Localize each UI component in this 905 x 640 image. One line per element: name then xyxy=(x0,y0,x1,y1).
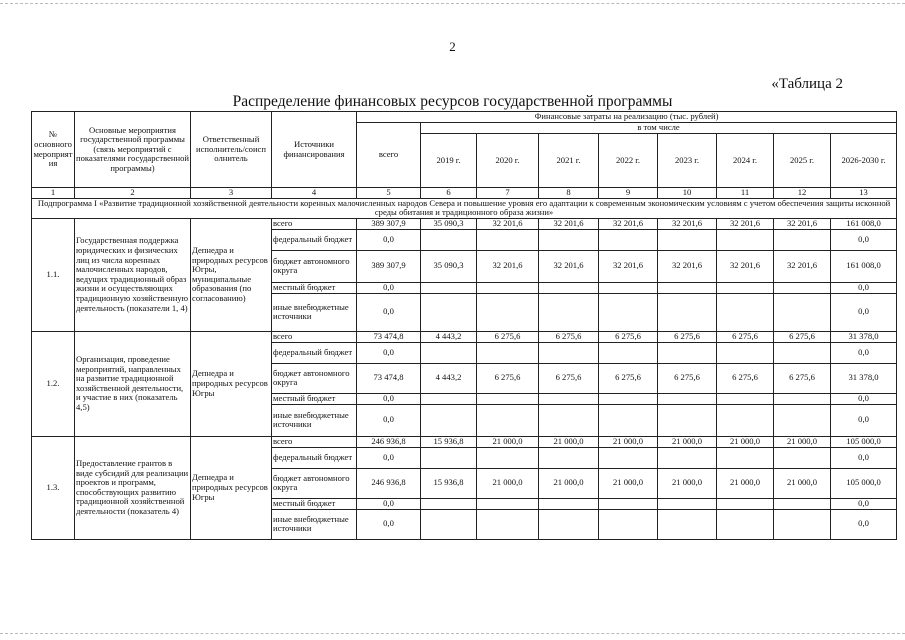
value-year xyxy=(658,282,717,293)
funding-source: бюджет автономного округа xyxy=(272,363,357,393)
value-year: 32 201,6 xyxy=(539,218,599,229)
value-year xyxy=(717,229,774,250)
value-total: 389 307,9 xyxy=(357,218,421,229)
value-year xyxy=(421,282,477,293)
value-year xyxy=(658,293,717,331)
value-year: 6 275,6 xyxy=(717,331,774,342)
value-year: 6 275,6 xyxy=(599,363,658,393)
funding-source: местный бюджет xyxy=(272,498,357,509)
value-year xyxy=(421,393,477,404)
value-year: 6 275,6 xyxy=(658,363,717,393)
value-year: 105 000,0 xyxy=(831,468,897,498)
header-col-measures: Основные мероприятия государственной программы (связь мероприятий с показателями государственной программы) xyxy=(75,112,191,188)
header-col-fin-costs: Финансовые затраты на реализацию (тыс. рублей) xyxy=(357,112,897,123)
value-year xyxy=(717,509,774,539)
column-number: 9 xyxy=(599,188,658,199)
value-year xyxy=(717,447,774,468)
value-year xyxy=(658,498,717,509)
value-total: 246 936,8 xyxy=(357,468,421,498)
header-col-executor: Ответственный исполнитель/соисп олнитель xyxy=(191,112,272,188)
value-total: 0,0 xyxy=(357,498,421,509)
funding-source: иные внебюджетные источники xyxy=(272,509,357,539)
value-year: 35 090,3 xyxy=(421,218,477,229)
value-year: 6 275,6 xyxy=(774,331,831,342)
funding-source: иные внебюджетные источники xyxy=(272,404,357,436)
column-number: 7 xyxy=(477,188,539,199)
value-year: 21 000,0 xyxy=(539,468,599,498)
column-number: 5 xyxy=(357,188,421,199)
value-total: 0,0 xyxy=(357,282,421,293)
value-year xyxy=(717,393,774,404)
value-year: 35 090,3 xyxy=(421,250,477,282)
value-year: 6 275,6 xyxy=(658,331,717,342)
value-year: 21 000,0 xyxy=(599,436,658,447)
scan-edge-top xyxy=(0,3,905,4)
value-year xyxy=(539,393,599,404)
funding-source: всего xyxy=(272,218,357,229)
value-year xyxy=(717,293,774,331)
funding-source: всего xyxy=(272,331,357,342)
value-year xyxy=(599,342,658,363)
value-year: 6 275,6 xyxy=(539,331,599,342)
page-number: 2 xyxy=(449,39,456,54)
value-year xyxy=(599,393,658,404)
value-year: 0,0 xyxy=(831,498,897,509)
value-year xyxy=(477,404,539,436)
value-year xyxy=(421,498,477,509)
value-year: 161 008,0 xyxy=(831,250,897,282)
value-total: 0,0 xyxy=(357,447,421,468)
value-year: 6 275,6 xyxy=(717,363,774,393)
value-year: 0,0 xyxy=(831,229,897,250)
responsible-executor: Депнедра и природных ресурсов Югры xyxy=(191,331,272,436)
subprogram-title: Подпрограмма I «Развитие традиционной хозяйственной деятельности коренных малочисленных народов Севера и повышение уровня его адаптации к современным экономическим условиям с учетом обеспечения защиты исконной среды обитания и традиционного образа жизни» xyxy=(32,198,897,218)
value-year xyxy=(774,498,831,509)
value-year: 32 201,6 xyxy=(539,250,599,282)
value-year: 32 201,6 xyxy=(774,250,831,282)
value-year: 31 378,0 xyxy=(831,331,897,342)
value-year xyxy=(658,447,717,468)
value-year: 0,0 xyxy=(831,282,897,293)
value-year xyxy=(421,404,477,436)
value-year: 6 275,6 xyxy=(477,363,539,393)
value-year xyxy=(774,282,831,293)
value-year: 0,0 xyxy=(831,342,897,363)
value-total: 73 474,8 xyxy=(357,363,421,393)
value-year xyxy=(658,393,717,404)
value-year xyxy=(477,509,539,539)
table-reference: «Таблица 2 xyxy=(771,76,843,92)
value-year: 15 936,8 xyxy=(421,468,477,498)
value-year: 21 000,0 xyxy=(717,436,774,447)
value-year: 0,0 xyxy=(831,293,897,331)
column-number: 12 xyxy=(774,188,831,199)
value-total: 0,0 xyxy=(357,293,421,331)
value-year xyxy=(477,293,539,331)
value-year xyxy=(421,229,477,250)
value-year xyxy=(539,509,599,539)
value-year: 31 378,0 xyxy=(831,363,897,393)
value-year: 0,0 xyxy=(831,393,897,404)
value-total: 0,0 xyxy=(357,404,421,436)
value-year: 21 000,0 xyxy=(599,468,658,498)
value-year xyxy=(539,447,599,468)
value-year: 21 000,0 xyxy=(658,468,717,498)
value-year xyxy=(599,293,658,331)
value-year xyxy=(658,509,717,539)
value-year: 21 000,0 xyxy=(774,468,831,498)
value-year xyxy=(658,229,717,250)
value-year: 0,0 xyxy=(831,447,897,468)
value-year: 0,0 xyxy=(831,509,897,539)
value-year xyxy=(477,282,539,293)
value-year xyxy=(477,229,539,250)
column-number: 10 xyxy=(658,188,717,199)
value-year xyxy=(421,342,477,363)
value-year: 32 201,6 xyxy=(717,250,774,282)
value-year xyxy=(599,447,658,468)
value-year xyxy=(421,509,477,539)
value-year: 32 201,6 xyxy=(717,218,774,229)
header-year: 2026-2030 г. xyxy=(831,134,897,188)
funding-source: всего xyxy=(272,436,357,447)
header-year: 2023 г. xyxy=(658,134,717,188)
responsible-executor: Депнедра и природных ресурсов Югры xyxy=(191,436,272,539)
column-number: 11 xyxy=(717,188,774,199)
financial-table xyxy=(31,111,897,540)
value-year xyxy=(421,447,477,468)
value-year: 21 000,0 xyxy=(477,468,539,498)
value-year: 21 000,0 xyxy=(477,436,539,447)
value-year: 161 008,0 xyxy=(831,218,897,229)
header-col-incl: в том числе xyxy=(421,123,897,134)
value-year: 105 000,0 xyxy=(831,436,897,447)
table-row xyxy=(32,331,897,342)
value-year: 32 201,6 xyxy=(658,218,717,229)
value-year: 4 443,2 xyxy=(421,363,477,393)
column-number: 1 xyxy=(32,188,75,199)
value-total: 389 307,9 xyxy=(357,250,421,282)
table-row xyxy=(32,436,897,447)
measure-number: 1.2. xyxy=(32,331,75,436)
value-year xyxy=(658,404,717,436)
value-total: 0,0 xyxy=(357,509,421,539)
value-year xyxy=(717,404,774,436)
value-year xyxy=(774,229,831,250)
funding-source: бюджет автономного округа xyxy=(272,468,357,498)
value-year xyxy=(477,342,539,363)
value-year xyxy=(539,498,599,509)
measure-description: Государственная поддержка юридических и физических лиц из числа коренных малочисленных народов, ведущих традиционный образ жизни и осуществляющих традиционную хозяйственную деятельность (показатели 1, 4) xyxy=(75,218,191,331)
value-year: 32 201,6 xyxy=(774,218,831,229)
value-year: 4 443,2 xyxy=(421,331,477,342)
header-year: 2021 г. xyxy=(539,134,599,188)
value-year: 32 201,6 xyxy=(658,250,717,282)
value-year: 32 201,6 xyxy=(477,250,539,282)
column-number: 2 xyxy=(75,188,191,199)
funding-source: федеральный бюджет xyxy=(272,447,357,468)
header-year: 2020 г. xyxy=(477,134,539,188)
column-number: 3 xyxy=(191,188,272,199)
funding-source: местный бюджет xyxy=(272,282,357,293)
funding-source: федеральный бюджет xyxy=(272,342,357,363)
value-year: 6 275,6 xyxy=(599,331,658,342)
value-year: 32 201,6 xyxy=(599,218,658,229)
value-year: 0,0 xyxy=(831,404,897,436)
value-year xyxy=(774,447,831,468)
value-year: 21 000,0 xyxy=(717,468,774,498)
value-year xyxy=(599,404,658,436)
value-year xyxy=(774,342,831,363)
column-number: 4 xyxy=(272,188,357,199)
header-col-number: № основного мероприят ия xyxy=(32,112,75,188)
document-title: Распределение финансовых ресурсов государственной программы xyxy=(232,93,673,110)
value-year xyxy=(539,229,599,250)
value-year: 21 000,0 xyxy=(658,436,717,447)
table-row xyxy=(32,218,897,229)
header-year: 2019 г. xyxy=(421,134,477,188)
value-year xyxy=(599,498,658,509)
value-year xyxy=(477,447,539,468)
value-year xyxy=(774,393,831,404)
value-year xyxy=(717,498,774,509)
value-year xyxy=(717,342,774,363)
value-year xyxy=(599,229,658,250)
value-total: 246 936,8 xyxy=(357,436,421,447)
value-year: 32 201,6 xyxy=(599,250,658,282)
column-number: 6 xyxy=(421,188,477,199)
column-number: 13 xyxy=(831,188,897,199)
value-year: 21 000,0 xyxy=(774,436,831,447)
responsible-executor: Депнедра и природных ресурсов Югры, муниципальные образования (по согласованию) xyxy=(191,218,272,331)
value-year xyxy=(539,342,599,363)
value-year: 15 936,8 xyxy=(421,436,477,447)
value-year xyxy=(774,404,831,436)
header-year: 2024 г. xyxy=(717,134,774,188)
value-total: 0,0 xyxy=(357,229,421,250)
value-total: 0,0 xyxy=(357,393,421,404)
funding-source: бюджет автономного округа xyxy=(272,250,357,282)
funding-source: иные внебюджетные источники xyxy=(272,293,357,331)
value-year xyxy=(539,293,599,331)
value-year xyxy=(477,498,539,509)
value-year xyxy=(421,293,477,331)
value-year xyxy=(658,342,717,363)
value-year: 32 201,6 xyxy=(477,218,539,229)
value-year xyxy=(477,393,539,404)
header-year: 2025 г. xyxy=(774,134,831,188)
value-year xyxy=(774,509,831,539)
value-year xyxy=(539,404,599,436)
value-year xyxy=(599,509,658,539)
value-year xyxy=(599,282,658,293)
measure-description: Организация, проведение мероприятий, направленных на развитие традиционной хозяйственной деятельности, и участие в них (показатель 4,5) xyxy=(75,331,191,436)
header-year: 2022 г. xyxy=(599,134,658,188)
value-total: 73 474,8 xyxy=(357,331,421,342)
header-col-total: всего xyxy=(357,123,421,188)
value-year: 6 275,6 xyxy=(477,331,539,342)
column-number: 8 xyxy=(539,188,599,199)
scan-edge-bottom xyxy=(0,633,905,634)
value-total: 0,0 xyxy=(357,342,421,363)
value-year xyxy=(774,293,831,331)
header-col-sources: Источники финансирования xyxy=(272,112,357,188)
funding-source: местный бюджет xyxy=(272,393,357,404)
funding-source: федеральный бюджет xyxy=(272,229,357,250)
value-year: 6 275,6 xyxy=(539,363,599,393)
measure-description: Предоставление грантов в виде субсидий для реализации проектов и программ, способствующих развитию традиционной хозяйственной деятельности (показатель 4) xyxy=(75,436,191,539)
measure-number: 1.1. xyxy=(32,218,75,331)
value-year xyxy=(717,282,774,293)
value-year xyxy=(539,282,599,293)
value-year: 6 275,6 xyxy=(774,363,831,393)
measure-number: 1.3. xyxy=(32,436,75,539)
value-year: 21 000,0 xyxy=(539,436,599,447)
